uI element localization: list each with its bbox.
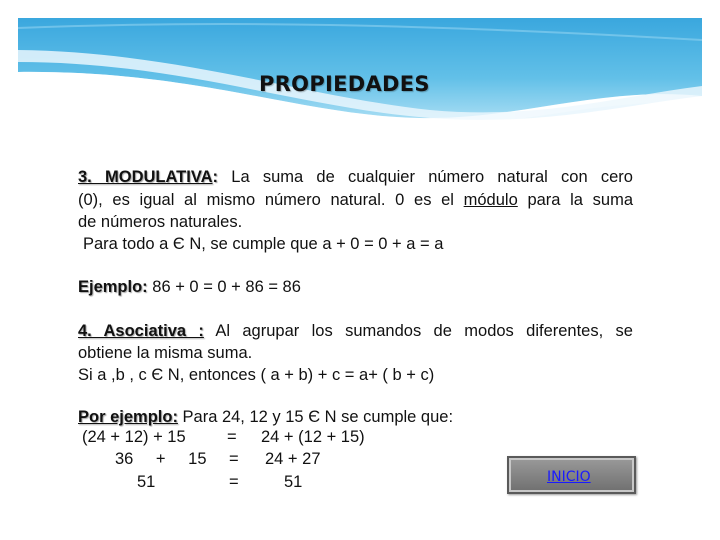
example-row-2-right: 24 + 27 <box>265 450 321 468</box>
page-title: PROPIEDADES <box>259 72 430 96</box>
modulo-word: módulo <box>463 191 518 209</box>
example-row-1-left: (24 + 12) + 15 <box>82 428 186 446</box>
inicio-button[interactable] <box>507 456 636 494</box>
modulativa-heading: 3. MODULATIVA <box>78 168 213 186</box>
modulativa-text-2b: para la suma <box>517 191 634 209</box>
example-row-3-left: 51 <box>137 473 156 491</box>
por-ejemplo-line <box>78 406 633 428</box>
example-row-2-eq: = <box>229 450 239 468</box>
example-row-3-eq: = <box>229 473 239 491</box>
inicio-link[interactable]: INICIO <box>547 469 591 485</box>
example-row-1-eq: = <box>227 428 237 446</box>
por-ejemplo-text: Para 24, 12 y 15 Є N se cumple que: <box>177 408 454 426</box>
example-row-2-left: 36 + 15 <box>115 450 207 468</box>
ejemplo-label: Ejemplo: <box>78 278 148 296</box>
asociativa-text-1: Al agrupar los sumandos de modos diferentes, se <box>203 322 633 340</box>
modulativa-rule: Para todo a Є N, se cumple que a + 0 = 0 + a = a <box>83 235 444 253</box>
example-row-3-right: 51 <box>284 473 303 491</box>
ejemplo-text: 86 + 0 = 0 + 86 = 86 <box>147 278 301 296</box>
modulativa-line-2 <box>78 189 633 211</box>
header-wave-banner <box>0 0 720 130</box>
modulativa-line-3: de números naturales. <box>78 213 243 231</box>
example-row-1-right: 24 + (12 + 15) <box>261 428 365 446</box>
asociativa-rule: Si a ,b , c Є N, entonces ( a + b) + c = a+ ( b + c) <box>78 366 435 384</box>
modulativa-text-2a: (0), es igual al mismo número natural. 0 es el <box>78 191 464 209</box>
asociativa-line-1 <box>78 320 633 342</box>
modulativa-line-1 <box>78 166 633 188</box>
modulativa-text-1: La suma de cualquier número natural con cero <box>218 168 633 186</box>
modulativa-colon: : <box>212 168 219 186</box>
por-ejemplo-label: Por ejemplo: <box>78 408 178 426</box>
asociativa-heading: 4. Asociativa : <box>78 322 204 340</box>
asociativa-line-2: obtiene la misma suma. <box>78 344 253 362</box>
ejemplo-line <box>78 276 633 298</box>
